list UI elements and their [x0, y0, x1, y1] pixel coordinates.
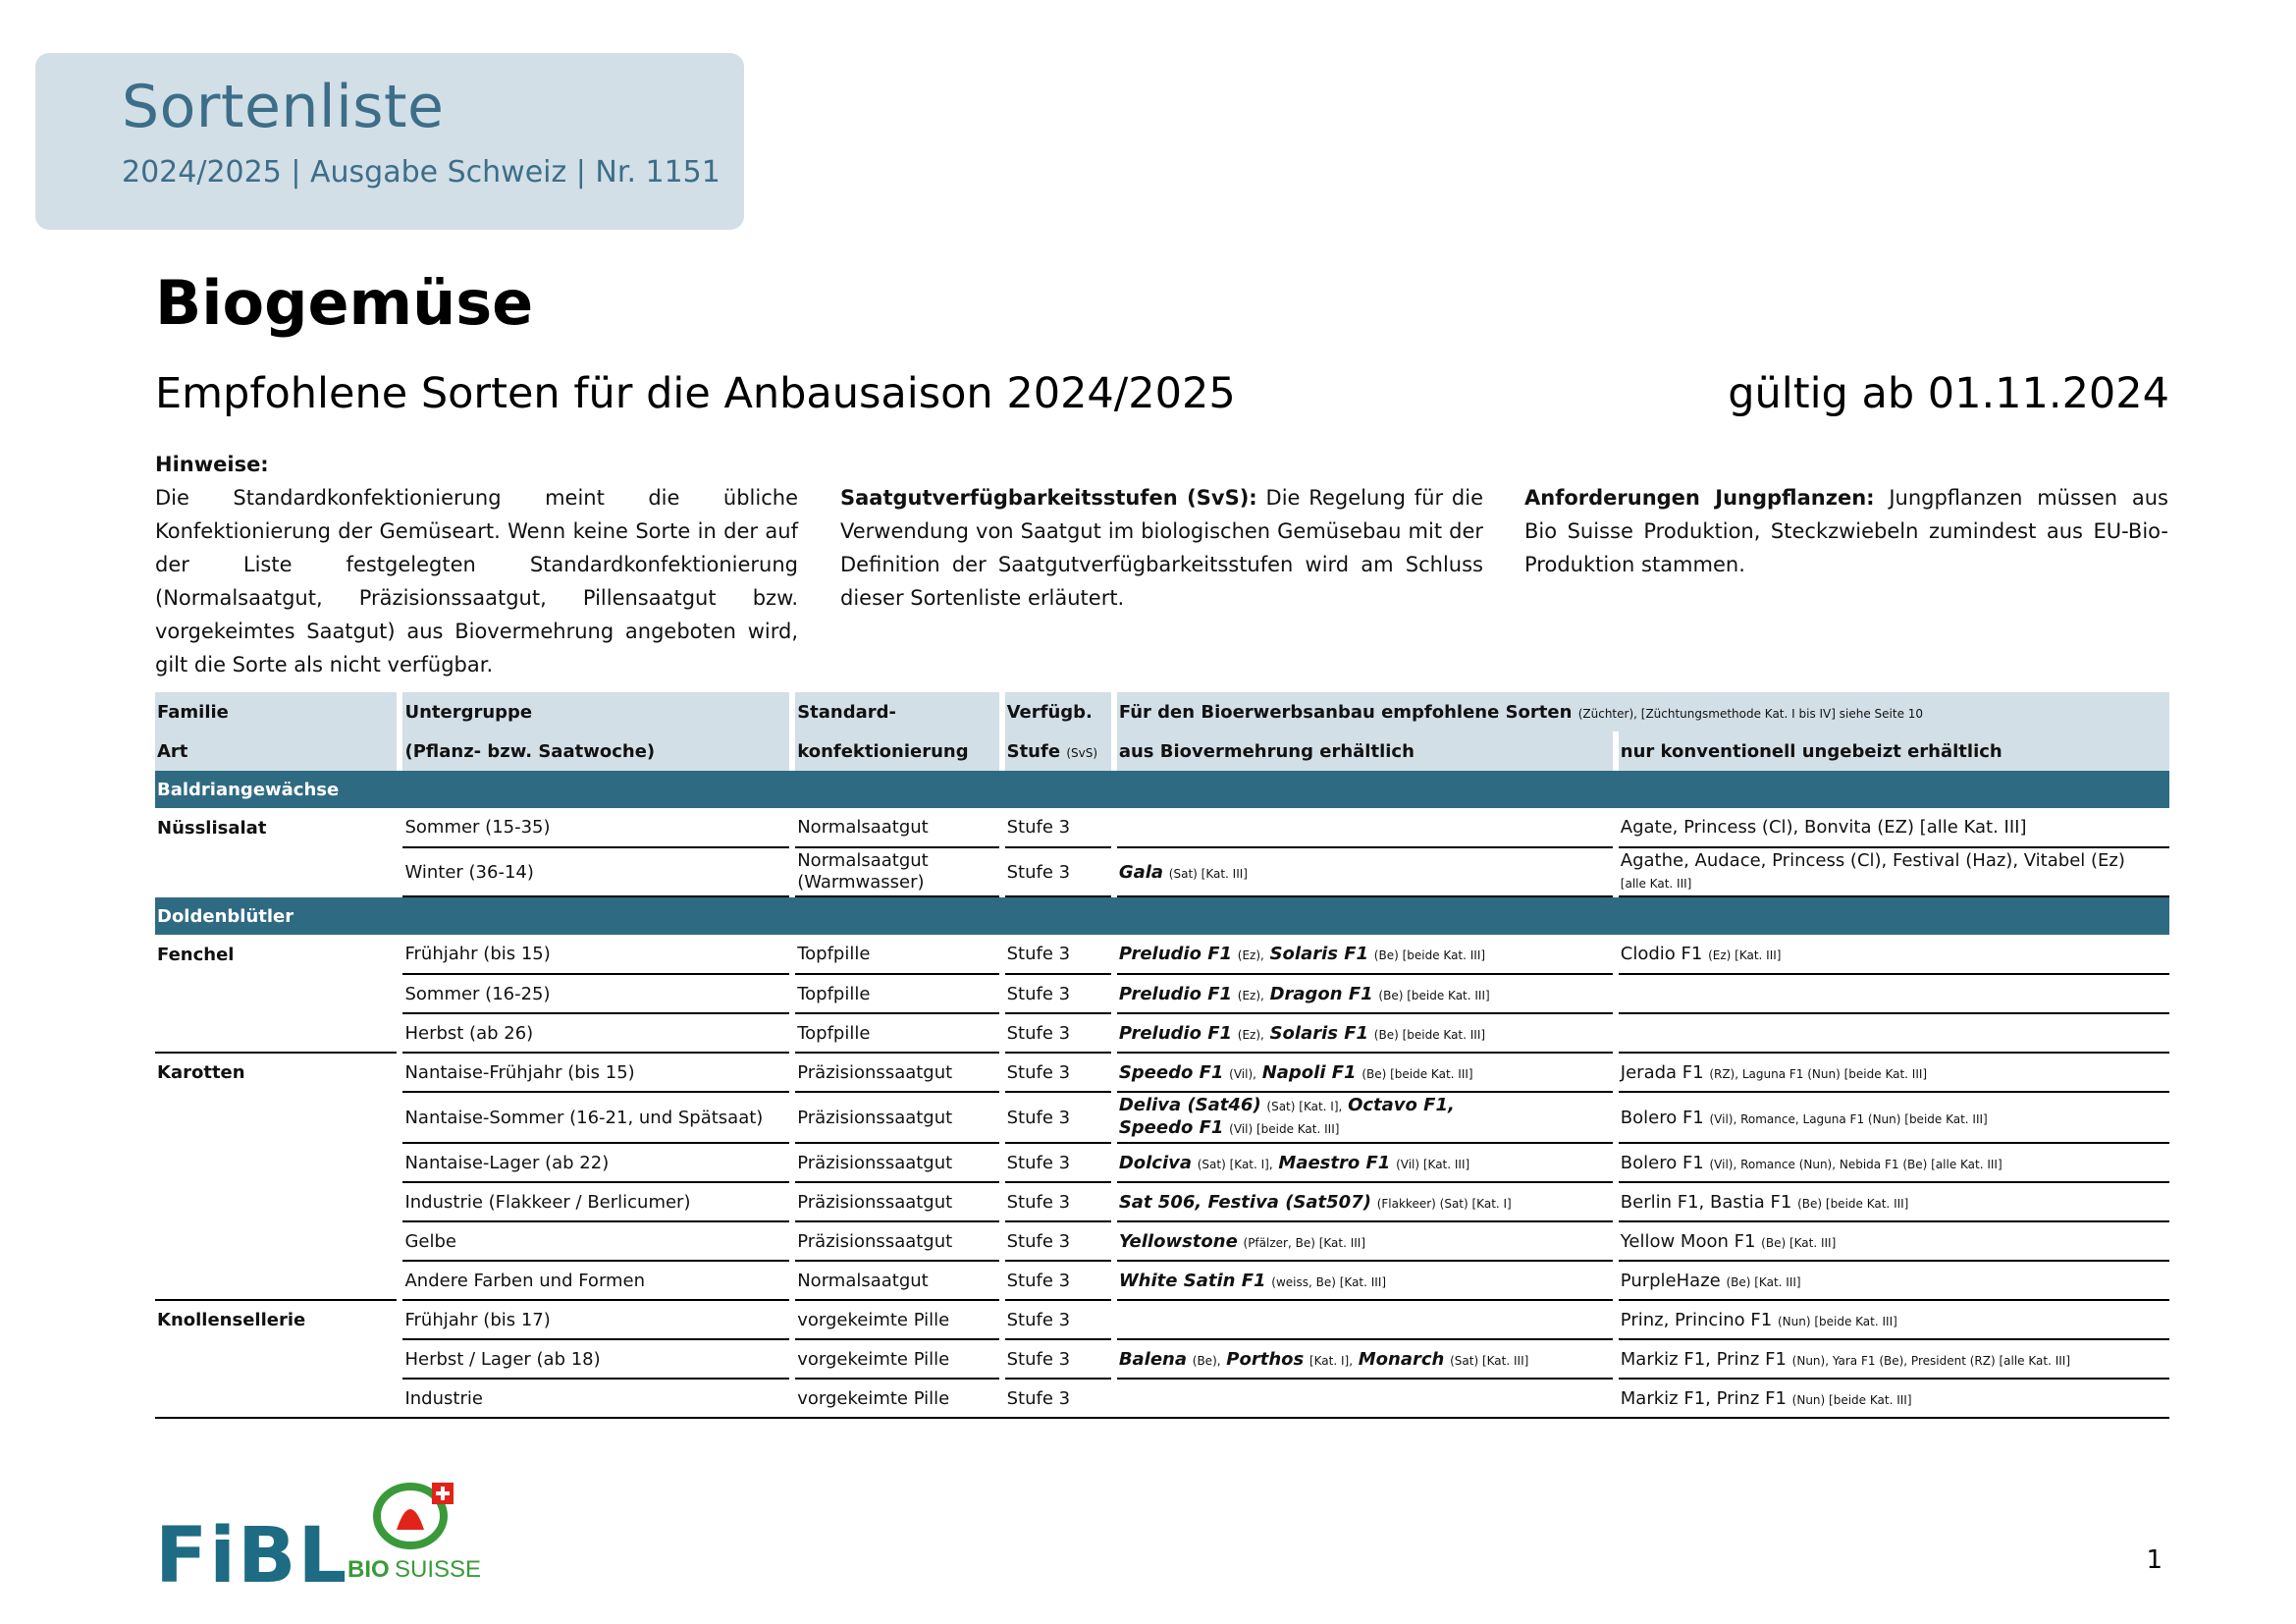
col-bio: aus Biovermehrung erhältlich: [1117, 731, 1613, 771]
konv-cell: [1619, 1261, 2169, 1300]
konv-cell: [1619, 1053, 2169, 1092]
table-row: [155, 847, 2169, 896]
untergruppe-cell: Frühjahr (bis 15): [402, 935, 789, 974]
untergruppe-cell: Winter (36-14): [402, 847, 789, 896]
konv-cell: [1619, 1221, 2169, 1261]
bio-tag: (Sat) [Kat. III]: [1168, 866, 1248, 881]
standard-cell: Präzisionssaatgut: [795, 1092, 998, 1143]
bio-variety: Yellowstone: [1118, 1230, 1238, 1252]
stufe-cell: Stufe 3: [1005, 1300, 1111, 1339]
table-row: [155, 1379, 2169, 1418]
bio-tag: (Ez),: [1237, 1027, 1264, 1042]
konv-cell: [1619, 974, 2169, 1013]
table-header-row-2: [155, 731, 2169, 771]
bio-variety: Maestro F1: [1278, 1152, 1391, 1173]
empf-note: (Züchter), [Züchtungsmethode Kat. I bis IV] siehe Seite 10: [1577, 706, 1924, 721]
konv-tag: (Vil), Romance (Nun), Nebida F1 (Be) [alle Kat. III]: [1709, 1157, 2002, 1171]
bio-cell: [1117, 935, 1613, 974]
konv-tag: (Nun), Yara F1 (Be), President (RZ) [alle Kat. III]: [1791, 1353, 2070, 1368]
variety-table: [155, 692, 2169, 1419]
page-title: Biogemüse: [155, 267, 534, 339]
standard-cell: Normalsaatgut (Warmwasser): [795, 847, 998, 896]
section-baldriangewaechse: [155, 771, 2169, 808]
table-row: [155, 1300, 2169, 1339]
konv-cell: [1619, 1143, 2169, 1182]
bio-cell: [1117, 1182, 1613, 1221]
svs-text: Die Regelung für die Verwendung von Saatgut im biologischen Gemüsebau mit der Definition der Saatgutverfügbarkeitsstufen wird am Schluss dieser Sortenliste erläutert.: [840, 486, 1483, 610]
header-title: Sortenliste: [122, 73, 445, 141]
standard-cell: Präzisionssaatgut: [795, 1053, 998, 1092]
stufe-cell: Stufe 3: [1005, 974, 1111, 1013]
stufe-cell: Stufe 3: [1005, 1092, 1111, 1143]
bio-tag: (Be) [beide Kat. III]: [1362, 1066, 1473, 1081]
bio-cell: [1117, 1221, 1613, 1261]
bio-variety: Porthos: [1226, 1348, 1305, 1370]
bio-tag: (Pfälzer, Be) [Kat. III]: [1243, 1235, 1366, 1250]
konv-cell: [1619, 847, 2169, 896]
konv-cell: [1619, 1300, 2169, 1339]
col-standard: Standard-: [795, 692, 998, 731]
bio-tag: (Be) [beide Kat. III]: [1373, 948, 1486, 962]
art-name: Fenchel: [157, 944, 235, 965]
konv-tag: (Nun) [beide Kat. III]: [1777, 1314, 1897, 1328]
svs-abbr: (SvS): [1066, 745, 1098, 760]
bio-cell: [1117, 1339, 1613, 1379]
untergruppe-cell: Sommer (15-35): [402, 808, 789, 847]
bio-cell: [1117, 1092, 1613, 1143]
section-label: Doldenblütler: [155, 896, 2169, 935]
untergruppe-cell: Frühjahr (bis 17): [402, 1300, 789, 1339]
bio-variety: Dolciva: [1118, 1152, 1193, 1173]
stufe-cell: Stufe 3: [1005, 1339, 1111, 1379]
konv-text: Berlin F1, Bastia F1: [1620, 1191, 1792, 1213]
konv-text: Yellow Moon F1: [1620, 1230, 1756, 1252]
konv-tag: [alle Kat. III]: [1620, 876, 1692, 891]
bio-variety: Balena: [1118, 1348, 1188, 1370]
bio-cell: [1117, 1300, 1613, 1339]
standard-cell: Präzisionssaatgut: [795, 1143, 998, 1182]
jung-label: Anforderungen Jungpflanzen:: [1524, 486, 1875, 510]
bio-tag: [Kat. I],: [1308, 1353, 1354, 1368]
bio-cell: [1117, 808, 1613, 847]
svs-label: Saatgutverfügbarkeitsstufen (SvS):: [840, 486, 1257, 510]
hinweise-label: Hinweise:: [155, 453, 269, 476]
bio-variety: Speedo F1: [1118, 1117, 1224, 1138]
stufe-cell: Stufe 3: [1005, 935, 1111, 974]
standard-cell: Topfpille: [795, 974, 998, 1013]
stufe-cell: Stufe 3: [1005, 847, 1111, 896]
bio-tag: (Be),: [1192, 1353, 1221, 1368]
table-row: [155, 1092, 2169, 1143]
bio-cell: [1117, 1013, 1613, 1053]
konv-text: Markiz F1, Prinz F1: [1620, 1348, 1787, 1370]
konv-cell: [1619, 1182, 2169, 1221]
table-row: [155, 935, 2169, 974]
bio-variety: Octavo F1,: [1348, 1095, 1455, 1115]
svg-text:SUISSE: SUISSE: [395, 1556, 482, 1583]
untergruppe-cell: Sommer (16-25): [402, 974, 789, 1013]
page-subtitle: Empfohlene Sorten für die Anbausaison 2024/2025: [155, 369, 1236, 418]
bio-tag: (Vil),: [1229, 1066, 1256, 1081]
bio-cell: [1117, 1261, 1613, 1300]
table-row: [155, 1013, 2169, 1053]
bio-suisse-logo: [346, 1479, 483, 1585]
standard-cell: Normalsaatgut: [795, 808, 998, 847]
col-standard-2: konfektionierung: [795, 731, 998, 771]
stufe-cell: Stufe 3: [1005, 1221, 1111, 1261]
bio-variety: Preludio F1: [1118, 1022, 1233, 1044]
col-konv: nur konventionell ungebeizt erhältlich: [1619, 731, 2169, 771]
stufe-cell: Stufe 3: [1005, 1013, 1111, 1053]
bio-tag: (Vil) [beide Kat. III]: [1229, 1122, 1340, 1136]
bio-variety: Gala: [1118, 861, 1164, 883]
untergruppe-cell: Nantaise-Sommer (16-21, und Spätsaat): [402, 1092, 789, 1143]
bio-cell: [1117, 847, 1613, 896]
bio-variety: Solaris F1: [1269, 1022, 1369, 1044]
standard-cell: Topfpille: [795, 935, 998, 974]
konv-tag: (RZ), Laguna F1 (Nun) [beide Kat. III]: [1709, 1066, 1928, 1081]
notes-svs: [840, 481, 1483, 615]
bio-tag: (Sat) [Kat. I],: [1266, 1100, 1343, 1113]
untergruppe-cell: Nantaise-Lager (ab 22): [402, 1143, 789, 1182]
konv-cell: [1619, 1339, 2169, 1379]
konv-tag: (Vil), Romance, Laguna F1 (Nun) [beide Kat. III]: [1709, 1111, 1988, 1126]
bio-variety: Preludio F1: [1118, 944, 1233, 964]
untergruppe-cell: Herbst (ab 26): [402, 1013, 789, 1053]
stufe-cell: Stufe 3: [1005, 1143, 1111, 1182]
section-doldenbluetler: [155, 896, 2169, 935]
hinweise-text: Die Standardkonfektionierung meint die übliche Konfektionierung der Gemüseart. Wenn keine Sorte in der auf der Liste festgelegten Standardkonfektionierung (Normalsaatgut, Präzisionssaatgut, Pillensaatgut bzw. vorgekeimtes Saatgut) aus Biovermehrung angeboten wird, gilt die Sorte als nicht verfügbar.: [155, 486, 798, 677]
table-row: [155, 1261, 2169, 1300]
art-name: Knollensellerie: [157, 1310, 306, 1330]
bio-cell: [1117, 1379, 1613, 1418]
konv-text: PurpleHaze: [1620, 1270, 1721, 1291]
untergruppe-cell: Gelbe: [402, 1221, 789, 1261]
konv-text: Bolero F1: [1620, 1107, 1704, 1128]
table-row: [155, 974, 2169, 1013]
konv-cell: [1619, 935, 2169, 974]
col-stufe: [1005, 731, 1111, 771]
jung-text: Jungpflanzen müssen aus Bio Suisse Produktion, Steckzwiebeln zumindest aus EU-Bio-Produktion stammen.: [1524, 486, 2168, 576]
bio-tag: (Vil) [Kat. III]: [1396, 1157, 1470, 1171]
bio-cell: [1117, 974, 1613, 1013]
bio-tag: (Ez),: [1237, 948, 1264, 962]
empf-label: Für den Bioerwerbsanbau empfohlene Sorten: [1118, 701, 1573, 723]
untergruppe-cell: Industrie (Flakkeer / Berlicumer): [402, 1182, 789, 1221]
untergruppe-cell: Herbst / Lager (ab 18): [402, 1339, 789, 1379]
bio-variety: Deliva (Sat46): [1118, 1095, 1261, 1115]
bio-variety: Monarch: [1358, 1348, 1445, 1370]
bio-tag: (Be) [beide Kat. III]: [1378, 988, 1490, 1002]
konv-cell: [1619, 1379, 2169, 1418]
page-number: 1: [2146, 1545, 2163, 1575]
konv-cell: [1619, 1092, 2169, 1143]
table-row: [155, 1221, 2169, 1261]
stufe-cell: Stufe 3: [1005, 1053, 1111, 1092]
konv-tag: (Ez) [Kat. III]: [1708, 948, 1782, 962]
svg-text:BIO: BIO: [347, 1556, 390, 1583]
untergruppe-cell: Nantaise-Frühjahr (bis 15): [402, 1053, 789, 1092]
art-name: Karotten: [157, 1062, 245, 1083]
bio-tag: (Flakkeer) (Sat) [Kat. I]: [1376, 1196, 1512, 1211]
standard-cell: vorgekeimte Pille: [795, 1379, 998, 1418]
konv-text: Bolero F1: [1620, 1152, 1704, 1173]
notes-hinweise: [155, 448, 798, 681]
stufe-cell: Stufe 3: [1005, 1182, 1111, 1221]
table-row: [155, 1339, 2169, 1379]
bio-cell: [1117, 1143, 1613, 1182]
stufe-label: Stufe: [1006, 740, 1061, 762]
konv-text: Jerada F1: [1620, 1061, 1704, 1083]
bio-variety: Speedo F1: [1118, 1061, 1224, 1083]
stufe-cell: Stufe 3: [1005, 808, 1111, 847]
art-name: Nüsslisalat: [157, 817, 267, 839]
bio-tag: (Sat) [Kat. I],: [1197, 1157, 1273, 1171]
notes-jungpflanzen: [1524, 481, 2168, 581]
konv-text: Prinz, Princino F1: [1620, 1309, 1773, 1330]
col-untergruppe-sub: (Pflanz- bzw. Saatwoche): [402, 731, 789, 771]
bio-variety: Sat 506, Festiva (Sat507): [1118, 1191, 1371, 1213]
stufe-cell: Stufe 3: [1005, 1261, 1111, 1300]
konv-text: Agathe, Audace, Princess (Cl), Festival (Haz), Vitabel (Ez): [1620, 849, 2125, 871]
untergruppe-cell: Industrie: [402, 1379, 789, 1418]
standard-cell: vorgekeimte Pille: [795, 1339, 998, 1379]
konv-tag: (Be) [Kat. III]: [1726, 1274, 1801, 1289]
standard-cell: vorgekeimte Pille: [795, 1300, 998, 1339]
bio-tag: (weiss, Be) [Kat. III]: [1271, 1274, 1387, 1289]
standard-cell: Normalsaatgut: [795, 1261, 998, 1300]
bio-variety: Solaris F1: [1269, 944, 1369, 964]
bio-tag: (Be) [beide Kat. III]: [1373, 1027, 1486, 1042]
fibl-logo: FiBL: [155, 1512, 349, 1600]
stufe-cell: Stufe 3: [1005, 1379, 1111, 1418]
col-art: Art: [155, 731, 397, 771]
bio-tag: (Sat) [Kat. III]: [1450, 1353, 1529, 1368]
konv-tag: (Be) [beide Kat. III]: [1797, 1196, 1909, 1211]
bio-variety: Preludio F1: [1118, 983, 1233, 1004]
bio-variety: White Satin F1: [1118, 1270, 1266, 1291]
standard-cell: Präzisionssaatgut: [795, 1182, 998, 1221]
valid-from: gültig ab 01.11.2024: [1728, 369, 2169, 418]
konv-cell: Agate, Princess (Cl), Bonvita (EZ) [alle Kat. III]: [1619, 808, 2169, 847]
col-untergruppe: Untergruppe: [402, 692, 789, 731]
table-row: [155, 1143, 2169, 1182]
table-row: [155, 808, 2169, 847]
bio-cell: [1117, 1053, 1613, 1092]
header-subtitle: 2024/2025 | Ausgabe Schweiz | Nr. 1151: [122, 155, 721, 189]
konv-tag: (Be) [Kat. III]: [1761, 1235, 1837, 1250]
bio-tag: (Ez),: [1237, 988, 1264, 1002]
col-familie: Familie: [155, 692, 397, 731]
standard-cell: Präzisionssaatgut: [795, 1221, 998, 1261]
col-empfohlen: [1117, 692, 2169, 731]
konv-tag: (Nun) [beide Kat. III]: [1791, 1392, 1912, 1407]
untergruppe-cell: Andere Farben und Formen: [402, 1261, 789, 1300]
bio-variety: Napoli F1: [1261, 1061, 1357, 1083]
col-verfuegb: Verfügb.: [1005, 692, 1111, 731]
section-label: Baldriangewächse: [155, 771, 2169, 808]
standard-cell: Topfpille: [795, 1013, 998, 1053]
table-row: [155, 1053, 2169, 1092]
konv-text: Markiz F1, Prinz F1: [1620, 1387, 1787, 1409]
table-header-row-1: [155, 692, 2169, 731]
table-row: [155, 1182, 2169, 1221]
bio-variety: Dragon F1: [1269, 983, 1373, 1004]
konv-cell: [1619, 1013, 2169, 1053]
konv-text: Clodio F1: [1620, 944, 1703, 964]
